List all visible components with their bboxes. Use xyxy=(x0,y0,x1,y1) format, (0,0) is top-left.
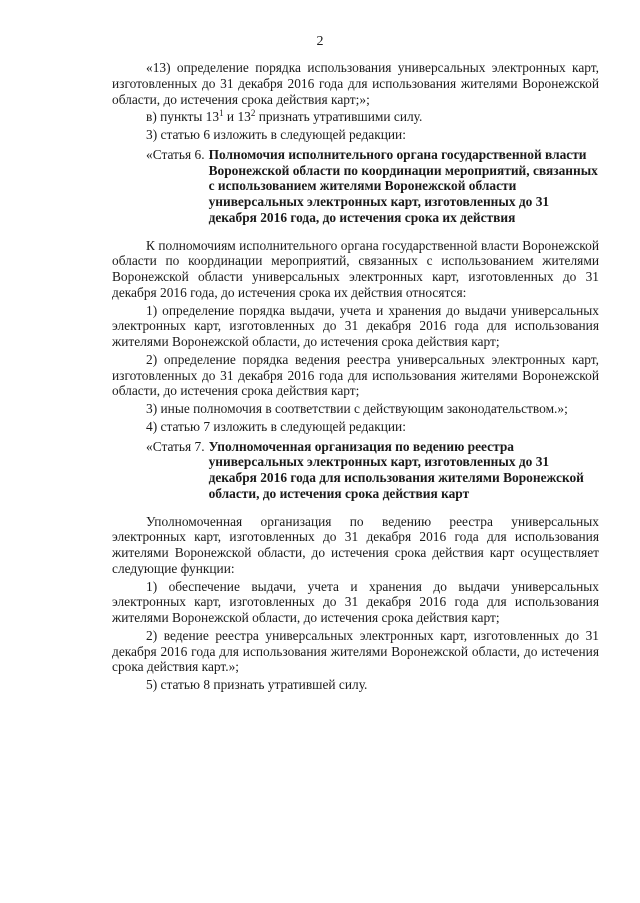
list-item: 4) статью 7 изложить в следующей редакции: xyxy=(146,418,406,434)
superscript: 1 xyxy=(219,108,224,119)
superscript: 2 xyxy=(250,108,256,119)
item-text: в) пункты 13 xyxy=(146,109,220,125)
article-label: «Статья 7. xyxy=(146,438,205,454)
list-item: 3) иные полномочия в соответствии с действующим законодательством.»; xyxy=(146,401,568,416)
list-item xyxy=(112,109,599,125)
list-item: 3) статью 6 изложить в следующей редакции: xyxy=(146,127,406,142)
article-heading xyxy=(146,147,599,226)
paragraph: «13) определение порядка использования универсальных электронных карт, изготовленных до 31 декабря 2016 года для использования жителями Воронежской области, до истечения срока действия карт;»; xyxy=(112,60,599,107)
article-title: Полномочия исполнительного органа государственной власти Воронежской области по координации мероприятий, связанных с использованием жителями Воронежской области универсальных электронных карт, изготовленных до 31 декабря 2016 года, до истечения срока их действия xyxy=(208,146,598,225)
paragraph: К полномочиям исполнительного органа государственной власти Воронежской области по координации мероприятий, связанных с использованием жителями Воронежской области универсальных электронных карт, изготовленных до 31 декабря 2016 года, до истечения срока их действия относятся: xyxy=(112,237,599,300)
list-item: 5) статью 8 признать утратившей силу. xyxy=(146,677,368,692)
list-item: 2) определение порядка ведения реестра универсальных электронных карт, изготовленных до 31 декабря 2016 года для использования жителями Воронежской области, до истечения срока действия карт; xyxy=(112,351,599,399)
page-number: 2 xyxy=(316,34,324,49)
item-text: и 13 xyxy=(223,109,251,125)
list-item: 1) обеспечение выдачи, учета и хранения до выдачи универсальных электронных карт, изготовленных до 31 декабря 2016 года для использования жителями Воронежской области, до истечения срока действия карт; xyxy=(112,578,599,625)
article-heading xyxy=(146,439,599,502)
item-text: признать утратившими силу. xyxy=(255,109,423,125)
list-item: 2) ведение реестра универсальных электронных карт, изготовленных до 31 декабря 2016 года для использования жителями Воронежской области, до истечения срока действия карт.»; xyxy=(112,627,599,675)
list-item: 1) определение порядка выдачи, учета и хранения до выдачи универсальных электронных карт, изготовленных до 31 декабря 2016 года для использования жителями Воронежской области, до истечения срока действия карт; xyxy=(112,302,599,349)
article-title: Уполномоченная организация по ведению реестра универсальных электронных карт, изготовленных до 31 декабря 2016 года для использования жителями Воронежской области, до истечения срока действия карт xyxy=(208,438,584,501)
article-label: «Статья 6. xyxy=(146,146,205,162)
paragraph: Уполномоченная организация по ведению реестра универсальных электронных карт, изготовленных до 31 декабря 2016 года для использования жителями Воронежской области, до истечения срока действия карт осуществляет следующие функции: xyxy=(112,513,599,576)
document-body xyxy=(112,60,599,693)
